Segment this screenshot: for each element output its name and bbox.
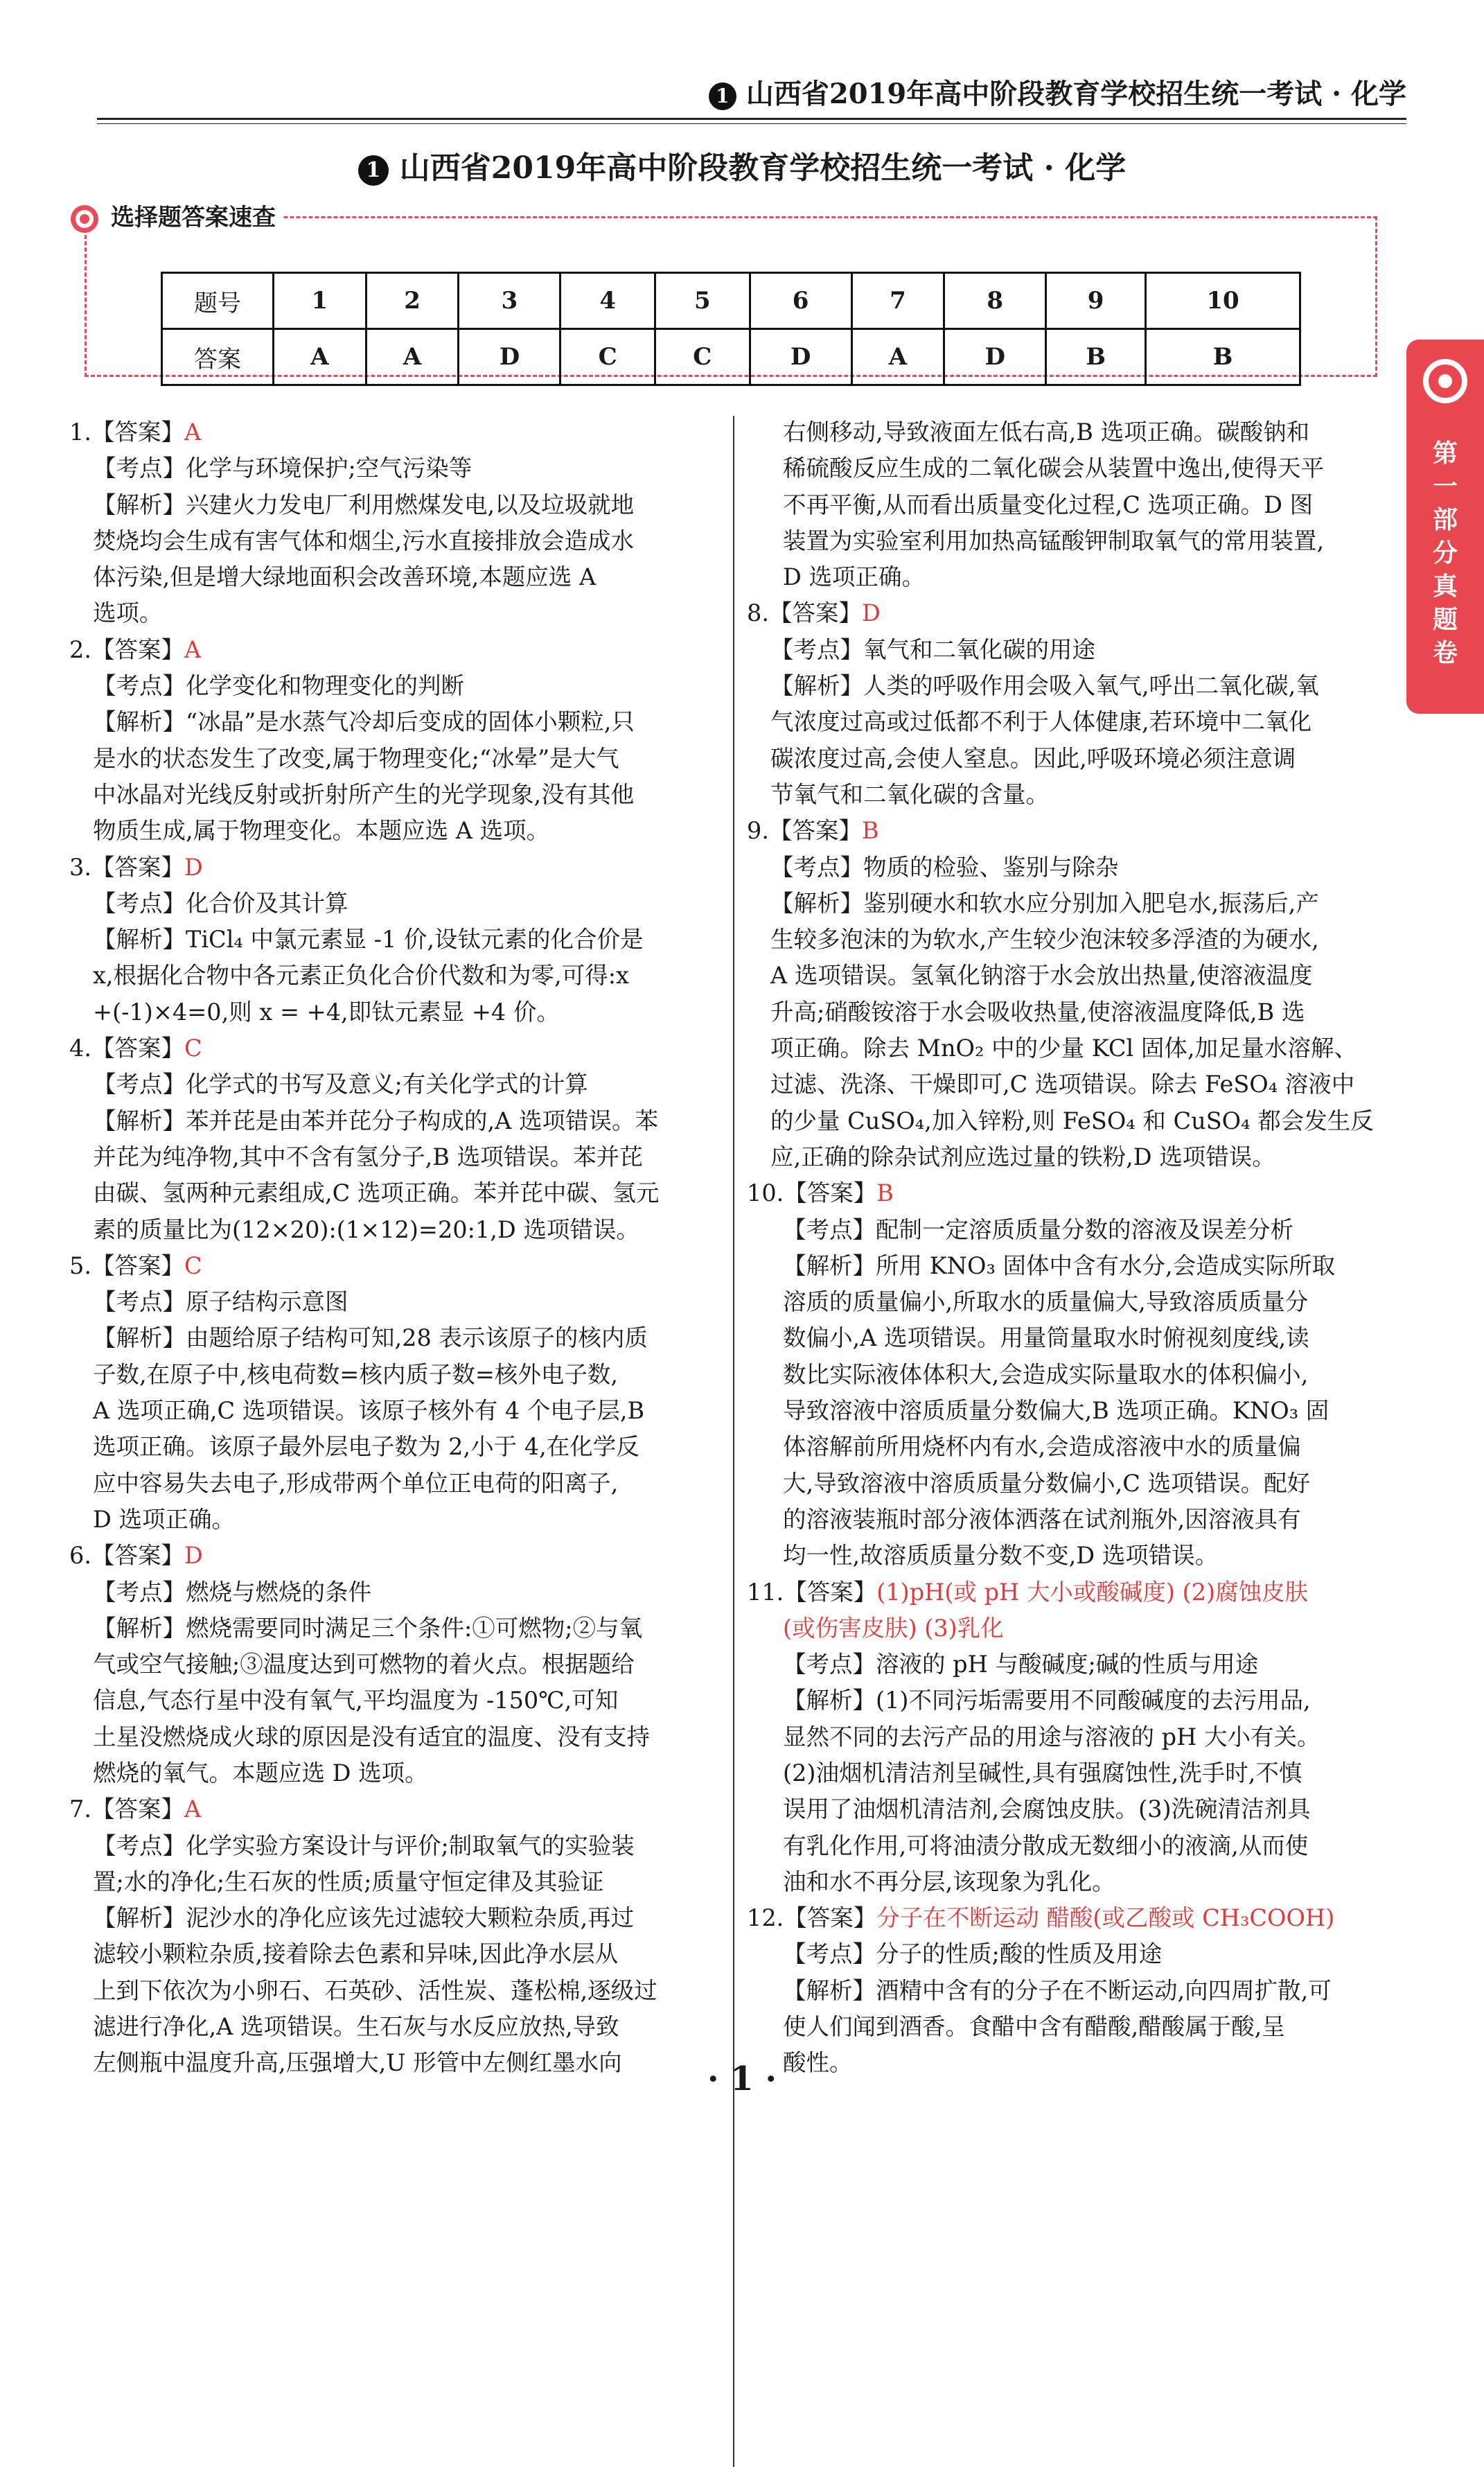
answer-value: D	[184, 1542, 203, 1570]
text-line	[747, 1175, 1405, 1211]
line-text: 数偏小,A 选项错误。用量筒量取水时俯视刻度线,读	[783, 1324, 1309, 1352]
text-line	[69, 994, 727, 1030]
text-line	[69, 1900, 727, 1936]
answer-row	[162, 329, 1300, 385]
text-line	[69, 741, 727, 777]
answer-cell: D	[944, 329, 1046, 385]
line-text: 【考点】溶液的 pH 与酸碱度;碱的性质与用途	[783, 1651, 1259, 1678]
text-line	[747, 1030, 1405, 1066]
text-line	[747, 1755, 1405, 1791]
text-line	[747, 1066, 1405, 1103]
text-line	[747, 1393, 1405, 1429]
text-line	[747, 1574, 1405, 1610]
text-line	[69, 559, 727, 595]
title-text: 山西省2019年高中阶段教育学校招生统一考试 · 化学	[399, 150, 1127, 186]
answer-value: A	[184, 1796, 202, 1823]
text-line	[747, 559, 1405, 595]
line-text: +(-1)×4=0,则 x = +4,即钛元素显 +4 价。	[93, 998, 560, 1026]
line-text: 应,正确的除杂试剂应选过量的铁粉,D 选项错误。	[770, 1143, 1275, 1170]
answer-value: C	[184, 1035, 202, 1062]
line-text: D 选项正确。	[93, 1505, 236, 1533]
text-line	[69, 1610, 727, 1647]
side-tab-label: 第一部分 真题卷	[1432, 439, 1458, 667]
text-line	[69, 1466, 727, 1502]
text-line	[747, 414, 1405, 450]
line-text: 碳浓度过高,会使人窒息。因此,呼吸环境必须注意调	[770, 744, 1296, 772]
text-line	[69, 487, 727, 523]
line-text: 12.【答案】	[747, 1904, 877, 1932]
answer-cell: B	[1145, 329, 1300, 385]
text-line	[69, 777, 727, 813]
answer-cell: A	[851, 329, 944, 385]
text-line	[69, 1175, 727, 1211]
line-text: 3.【答案】	[69, 853, 184, 881]
line-text: 【解析】(1)不同污垢需要用不同酸碱度的去污用品,	[783, 1687, 1311, 1714]
page-number: · 1 ·	[707, 2060, 777, 2098]
text-line	[69, 523, 727, 559]
quick-answer-text: 选择题答案速查	[111, 204, 276, 231]
question-number: 1	[274, 273, 366, 329]
line-text: 燃烧的氧气。本题应选 D 选项。	[93, 1759, 428, 1786]
line-text: 节氧气和二氧化碳的含量。	[770, 780, 1049, 808]
text-line	[69, 1973, 727, 2009]
text-line	[747, 1791, 1405, 1827]
page-title	[0, 143, 1484, 187]
text-line	[69, 1574, 727, 1610]
answer-cell: D	[750, 329, 851, 385]
line-text: 【考点】氧气和二氧化碳的用途	[770, 635, 1095, 663]
text-line	[747, 813, 1405, 849]
text-line	[69, 1502, 727, 1538]
text-line	[747, 1973, 1405, 2009]
text-line	[747, 1936, 1405, 1972]
text-line	[69, 1139, 727, 1175]
line-text: A 选项正确,C 选项错误。该原子核外有 4 个电子层,B	[93, 1397, 645, 1425]
question-number: 8	[944, 273, 1046, 329]
answer-table	[161, 272, 1301, 386]
text-line	[747, 1683, 1405, 1719]
text-line	[747, 487, 1405, 523]
question-number: 2	[366, 273, 459, 329]
title-number-badge: 1	[358, 155, 389, 186]
line-text: 1.【答案】	[69, 419, 184, 446]
text-line	[69, 1357, 727, 1393]
target-ring-icon	[1423, 359, 1467, 403]
line-text: 【考点】化合价及其计算	[93, 889, 348, 917]
text-line	[747, 1357, 1405, 1393]
line-text: 过滤、洗涤、干燥即可,C 选项错误。除去 FeSO₄ 溶液中	[770, 1071, 1355, 1098]
header-rule-thick	[97, 118, 1406, 120]
line-text: 2.【答案】	[69, 635, 184, 663]
text-line	[69, 1791, 727, 1827]
header-rule-thin	[97, 123, 1406, 124]
line-text: 【解析】所用 KNO₃ 固体中含有水分,会造成实际所取	[783, 1252, 1336, 1279]
text-line	[69, 850, 727, 886]
line-text: 导致溶液中溶质质量分数偏大,B 选项正确。KNO₃ 固	[783, 1397, 1330, 1425]
answer-value: D	[861, 599, 881, 627]
line-text: 左侧瓶中温度升高,压强增大,U 形管中左侧红墨水向	[93, 2049, 622, 2077]
answer-cell: A	[274, 329, 366, 385]
text-line	[69, 1828, 727, 1864]
text-line	[747, 523, 1405, 559]
line-text: 物质生成,属于物理变化。本题应选 A 选项。	[93, 817, 550, 845]
text-line	[747, 1429, 1405, 1465]
line-text: 【解析】酒精中含有的分子在不断运动,向四周扩散,可	[783, 1976, 1332, 2004]
answer-cell: A	[366, 329, 459, 385]
text-line	[69, 668, 727, 704]
line-text: 焚烧均会生成有害气体和烟尘,污水直接排放会造成水	[93, 527, 635, 554]
text-line	[747, 1647, 1405, 1683]
line-text: 是水的状态发生了改变,属于物理变化;“冰晕”是大气	[93, 744, 619, 772]
line-text: 有乳化作用,可将油渍分散成无数细小的液滴,从而使	[783, 1832, 1309, 1859]
line-text: 【解析】泥沙水的净化应该先过滤较大颗粒杂质,再过	[93, 1904, 635, 1932]
line-text: 【解析】兴建火力发电厂利用燃煤发电,以及垃圾就地	[93, 491, 635, 518]
line-text: 选项。	[93, 599, 163, 627]
text-line	[69, 1429, 727, 1465]
line-text: 不再平衡,从而看出质量变化过程,C 选项正确。D 图	[783, 491, 1314, 518]
line-text: 稀硫酸反应生成的二氧化碳会从装置中逸出,使得天平	[783, 455, 1325, 482]
line-text: 并芘为纯净物,其中不含有氢分子,B 选项错误。苯并芘	[93, 1143, 643, 1170]
answer-cell: C	[655, 329, 750, 385]
line-text: 【考点】分子的性质;酸的性质及用途	[783, 1940, 1163, 1968]
section-side-tab[interactable]	[1406, 340, 1484, 714]
quick-answer-label	[69, 198, 283, 234]
question-number: 9	[1046, 273, 1146, 329]
text-line	[747, 1502, 1405, 1538]
text-line	[69, 1719, 727, 1755]
text-line	[747, 1538, 1405, 1574]
text-line	[747, 1828, 1405, 1864]
line-text: x,根据化合物中各元素正负化合价代数和为零,可得:x	[93, 962, 629, 990]
line-text: 应中容易失去电子,形成带两个单位正电荷的阳离子,	[93, 1469, 619, 1497]
row-label-number: 题号	[162, 273, 274, 329]
text-line	[69, 1212, 727, 1248]
text-line	[747, 850, 1405, 886]
line-text: 上到下依次为小卵石、石英砂、活性炭、蓬松棉,逐级过	[93, 1976, 657, 2004]
line-text: 酸性。	[783, 2049, 853, 2077]
answer-value: A	[184, 419, 202, 446]
text-line	[69, 1248, 727, 1284]
text-line	[747, 1719, 1405, 1755]
text-line	[69, 1538, 727, 1574]
right-column	[747, 414, 1405, 2082]
line-text: 8.【答案】	[747, 599, 862, 627]
line-text: 【解析】苯并芘是由苯并芘分子构成的,A 选项错误。苯	[93, 1107, 658, 1134]
answer-value: B	[876, 1179, 894, 1207]
left-column	[69, 414, 727, 2082]
text-line	[69, 1683, 727, 1719]
text-line	[69, 813, 727, 849]
line-text: 选项正确。该原子最外层电子数为 2,小于 4,在化学反	[93, 1433, 639, 1461]
text-line	[747, 450, 1405, 486]
line-text: 子数,在原子中,核电荷数=核内质子数=核外电子数,	[93, 1360, 619, 1388]
text-line	[747, 777, 1405, 813]
question-number: 6	[750, 273, 851, 329]
question-number: 3	[459, 273, 560, 329]
text-line	[747, 668, 1405, 704]
line-text: 气或空气接触;③温度达到可燃物的着火点。根据题给	[93, 1651, 635, 1678]
line-text: 大,导致溶液中溶质质量分数偏小,C 选项错误。配好	[783, 1469, 1311, 1497]
line-text: 【考点】化学与环境保护;空气污染等	[93, 455, 472, 482]
text-line	[69, 595, 727, 631]
line-text: 素的质量比为(12×20):(1×12)=20:1,D 选项错误。	[93, 1215, 639, 1243]
text-line	[747, 1864, 1405, 1900]
text-line	[747, 1610, 1405, 1647]
text-line	[747, 1139, 1405, 1175]
line-text: 的少量 CuSO₄,加入锌粉,则 FeSO₄ 和 CuSO₄ 都会发生反	[770, 1107, 1374, 1134]
line-text: 生较多泡沫的为软水,产生较少泡沫较多浮渣的为硬水,	[770, 926, 1319, 954]
text-line	[747, 2009, 1405, 2045]
line-text: 【解析】“冰晶”是水蒸气冷却后变成的固体小颗粒,只	[93, 708, 635, 736]
line-text: D 选项正确。	[783, 563, 926, 591]
header-number-badge: 1	[709, 82, 736, 110]
line-text: 滤进行净化,A 选项错误。生石灰与水反应放热,导致	[93, 2013, 619, 2041]
running-header	[97, 72, 1406, 114]
text-line	[69, 1066, 727, 1103]
line-text: 【考点】配制一定溶质质量分数的溶液及误差分析	[783, 1215, 1293, 1243]
line-text: 【考点】化学变化和物理变化的判断	[93, 672, 464, 700]
answer-value: (1)pH(或 pH 大小或酸碱度) (2)腐蚀皮肤	[876, 1578, 1309, 1606]
text-line	[747, 1900, 1405, 1936]
line-text: 项正确。除去 MnO₂ 中的少量 KCl 固体,加足量水溶解、	[770, 1035, 1357, 1062]
line-text: 数比实际液体体积大,会造成实际量取水的体积偏小,	[783, 1360, 1309, 1388]
answer-value: A	[184, 635, 202, 663]
line-text: 使人们闻到酒香。食醋中含有醋酸,醋酸属于酸,呈	[783, 2013, 1285, 2041]
line-text: 由碳、氢两种元素组成,C 选项正确。苯并芘中碳、氢元	[93, 1179, 660, 1207]
text-line	[747, 595, 1405, 631]
text-line	[69, 1284, 727, 1320]
line-text: 置;水的净化;生石灰的性质;质量守恒定律及其验证	[93, 1868, 604, 1895]
line-text: 6.【答案】	[69, 1542, 184, 1570]
text-line	[69, 632, 727, 668]
line-text: 【解析】鉴别硬水和软水应分别加入肥皂水,振荡后,产	[770, 889, 1319, 917]
line-text: 【解析】人类的呼吸作用会吸入氧气,呼出二氧化碳,氧	[770, 672, 1319, 700]
line-text: 【解析】TiCl₄ 中氯元素显 -1 价,设钛元素的化合价是	[93, 926, 644, 954]
text-line	[69, 1103, 727, 1139]
column-divider	[733, 416, 734, 2467]
text-line	[747, 886, 1405, 922]
question-number: 5	[655, 273, 750, 329]
line-text: 【解析】由题给原子结构可知,28 表示该原子的核内质	[93, 1324, 648, 1352]
question-number: 7	[851, 273, 944, 329]
header-title: 山西省2019年高中阶段教育学校招生统一考试 · 化学	[745, 78, 1406, 110]
line-text: 气浓度过高或过低都不利于人体健康,若环境中二氧化	[770, 708, 1312, 736]
line-text: 4.【答案】	[69, 1035, 184, 1062]
line-text: 显然不同的去污产品的用途与溶液的 pH 大小有关。	[783, 1723, 1320, 1750]
line-text: 【考点】化学式的书写及意义;有关化学式的计算	[93, 1071, 588, 1098]
line-text: 的溶液装瓶时部分液体洒落在试剂瓶外,因溶液具有	[783, 1505, 1301, 1533]
text-line	[747, 1466, 1405, 1502]
line-text: 5.【答案】	[69, 1252, 184, 1279]
answer-value: 分子在不断运动 醋酸(或乙酸或 CH₃COOH)	[876, 1904, 1335, 1932]
line-text: 右侧移动,导致液面左低右高,B 选项正确。碳酸钠和	[783, 419, 1310, 446]
text-line	[69, 886, 727, 922]
line-text: 10.【答案】	[747, 1179, 877, 1207]
line-text: 中冰晶对光线反射或折射所产生的光学现象,没有其他	[93, 780, 635, 808]
answer-cell: B	[1046, 329, 1146, 385]
answer-cell: D	[459, 329, 560, 385]
text-line	[69, 1393, 727, 1429]
line-text: 【考点】化学实验方案设计与评价;制取氧气的实验装	[93, 1832, 635, 1859]
text-line	[747, 1248, 1405, 1284]
line-text: 【考点】燃烧与燃烧的条件	[93, 1578, 371, 1606]
text-line	[747, 741, 1405, 777]
line-text: 误用了油烟机清洁剂,会腐蚀皮肤。(3)洗碗清洁剂具	[783, 1796, 1311, 1823]
line-text: 滤较小颗粒杂质,接着除去色素和异味,因此净水层从	[93, 1940, 619, 1968]
line-text: 均一性,故溶质质量分数不变,D 选项错误。	[783, 1542, 1219, 1570]
target-icon	[69, 204, 100, 234]
text-line	[69, 1864, 727, 1900]
text-line	[747, 922, 1405, 958]
line-text: 体溶解前所用烧杯内有水,会造成溶液中水的质量偏	[783, 1433, 1301, 1461]
text-line	[69, 1755, 727, 1791]
line-text: 体污染,但是增大绿地面积会改善环境,本题应选 A	[93, 563, 597, 591]
text-line	[747, 1103, 1405, 1139]
text-line	[69, 704, 727, 740]
question-number: 4	[560, 273, 655, 329]
line-text: 【解析】燃烧需要同时满足三个条件:①可燃物;②与氧	[93, 1614, 643, 1642]
text-line	[69, 414, 727, 450]
question-number: 10	[1145, 273, 1300, 329]
line-text: A 选项错误。氢氧化钠溶于水会放出热量,使溶液温度	[770, 962, 1313, 990]
line-text: (2)油烟机清洁剂呈碱性,具有强腐蚀性,洗手时,不慎	[783, 1759, 1302, 1786]
number-row	[162, 273, 1300, 329]
text-line	[747, 1212, 1405, 1248]
answer-value: B	[861, 817, 879, 845]
line-text: 土星没燃烧成火球的原因是没有适宜的温度、没有支持	[93, 1723, 650, 1750]
text-line	[69, 922, 727, 958]
text-line	[69, 1030, 727, 1066]
text-line	[69, 1647, 727, 1683]
text-line	[747, 1320, 1405, 1356]
line-text: 信息,气态行星中没有氧气,平均温度为 -150℃,可知	[93, 1687, 619, 1714]
line-text: 【考点】物质的检验、鉴别与除杂	[770, 853, 1119, 881]
text-line	[747, 1284, 1405, 1320]
text-line	[69, 1936, 727, 1972]
text-line	[747, 704, 1405, 740]
line-text: 油和水不再分层,该现象为乳化。	[783, 1868, 1115, 1895]
text-line	[69, 450, 727, 486]
answer-cell: C	[560, 329, 655, 385]
line-text: 【考点】原子结构示意图	[93, 1288, 348, 1316]
text-line	[747, 958, 1405, 994]
line-text: 7.【答案】	[69, 1796, 184, 1823]
answer-value: (或伤害皮肤) (3)乳化	[783, 1614, 1004, 1642]
text-line	[69, 958, 727, 994]
text-line	[747, 632, 1405, 668]
text-line	[747, 994, 1405, 1030]
text-line	[69, 2009, 727, 2045]
line-text: 溶质的质量偏小,所取水的质量偏大,导致溶质质量分	[783, 1288, 1309, 1316]
line-text: 装置为实验室利用加热高锰酸钾制取氧气的常用装置,	[783, 527, 1325, 554]
text-line	[69, 1320, 727, 1356]
line-text: 11.【答案】	[747, 1578, 877, 1606]
line-text: 升高;硝酸铵溶于水会吸收热量,使溶液温度降低,B 选	[770, 998, 1305, 1026]
row-label-answer: 答案	[162, 329, 274, 385]
answer-value: D	[184, 853, 203, 881]
answer-value: C	[184, 1252, 202, 1279]
line-text: 9.【答案】	[747, 817, 862, 845]
